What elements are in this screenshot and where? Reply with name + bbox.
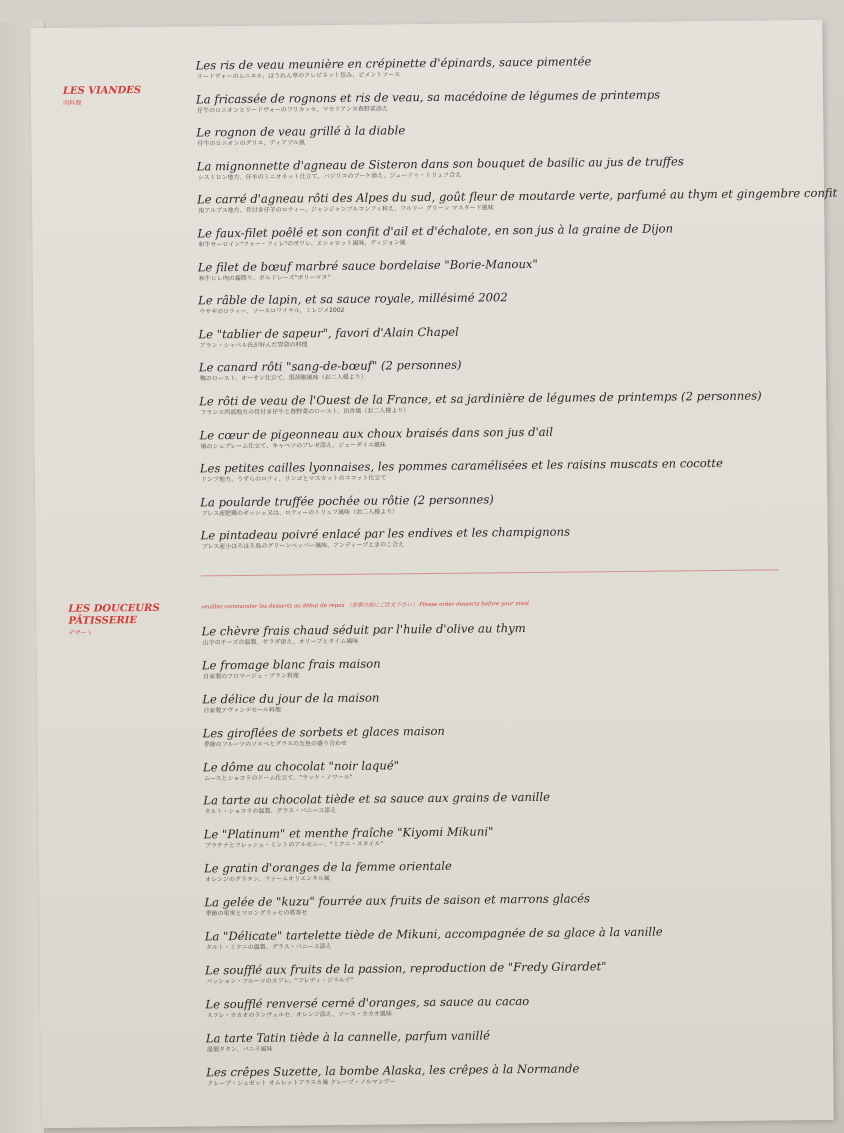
- section-divider: [201, 569, 779, 576]
- menu-item-translation: 自家製アヴァンデセール料理: [203, 706, 281, 715]
- dessert-order-note: veuillez commander les desserts au début de repas （食事の前にご注文下さい） Please order desserts before your meal: [201, 600, 529, 611]
- menu-item-translation: クレープ・ノルマンデー: [330, 1078, 396, 1087]
- menu-item-name: Les petites cailles lyonnaises, les pommes caramélisées et les raisins muscats en cocotte: [199, 456, 723, 476]
- menu-item-name: Le "Platinum" et menthe fraîche "Kiyomi Mikuni": [203, 824, 494, 842]
- menu-item-name: La fricassée de rognons et ris de veau, sa macédoine de légumes de printemps: [195, 87, 661, 107]
- menu-item-translation: 季節の果実とマロングラッセの葛寄せ: [205, 909, 308, 918]
- menu-item-name: Le filet de bœuf marbré sauce bordelaise "Borie-Manoux": [197, 256, 538, 274]
- menu-item-translation: 南アルプス地方、骨付き仔羊のロティー、ジャンジャンブルコンフィ和え、フルリー グリーン マスタード風味: [198, 204, 494, 215]
- menu-item-translation: タルト・ミクニの温製、グラス・バニーユ添え: [205, 943, 332, 952]
- viandes-title-jp: 肉料理: [63, 99, 82, 107]
- menu-item-name: La gelée de "kuzu" fourrée aux fruits de saison et marrons glacés: [204, 891, 590, 910]
- menu-item-name: Les ris de veau meunière en crépinette d'épinards, sauce pimentée: [195, 54, 592, 73]
- menu-item-name: Le pintadeau poivré enlacé par les endives et les champignons: [200, 524, 571, 543]
- menu-item-translation: 和牛ヒレ肉の霜降り、ボルドレーズ"ボリーマヌ": [198, 273, 331, 282]
- menu-item-name: Le cœur de pigeonneau aux choux braisés dans son jus d'ail: [199, 424, 554, 442]
- last-dessert-item: [206, 1059, 806, 1088]
- menu-item-translation: フランス西部地方の骨付き仔牛と春野菜のロースト、田舎風（お二人様より）: [200, 407, 410, 417]
- menu-item-translation: ブレス産小ほろほろ鳥のグリーンペッパー風味、アンディーブときのこ合え: [201, 541, 405, 551]
- menu-item-translation: 鳩のシュプレーム仕立て、キャベツのブレゼ添え、ジューダイユ風味: [200, 441, 386, 450]
- menu-item-translation: スフレ・カカオのランヴェルセ、オレンジ添え、ソース・カカオ風味: [206, 1010, 392, 1020]
- douceurs-title-line1: LES DOUCEURS: [68, 602, 160, 615]
- menu-item-name: Le fromage blanc frais maison: [201, 656, 381, 673]
- menu-item-name: Les giroflées de sorbets et glaces maison: [202, 723, 445, 741]
- menu-item-name: Le "tablier de sapeur", favori d'Alain Chapel: [198, 324, 459, 342]
- douceurs-list: [202, 618, 807, 1065]
- menu-item-translation: ムースとショコラのドーム仕立て、"ラッケ・ノワール": [204, 773, 353, 782]
- menu-item-translation: アラン・シャペル氏が好んだ胃袋の料理: [199, 341, 308, 350]
- menu-item-translation: 温製タタン、バニラ風味: [206, 1045, 273, 1054]
- menu-item-name: Le soufflé renversé cerné d'oranges, sa sauce au cacao: [205, 993, 530, 1012]
- menu-item-translation: ドンブ地方、うずらのロティ、リンゴとマスカットのココット仕立て: [200, 474, 387, 484]
- menu-item-translation: プラチナとフレッシュ・ミントのアルモニー、"ミクニ・スタイル": [204, 840, 384, 850]
- menu-item-name: Le canard rôti "sang-de-bœuf" (2 personnes): [198, 358, 462, 375]
- menu-item-name: Le rôti de veau de l'Ouest de la France, et sa jardinière de légumes de printemps (2 personnes): [199, 388, 762, 409]
- menu-item-name: Le rognon de veau grillé à la diable: [196, 123, 406, 140]
- menu-item-translation: クレープ・シュゼット: [207, 1079, 267, 1088]
- menu-item-name: La poularde truffée pochée ou rôtie (2 personnes): [200, 492, 494, 510]
- menu-item-translation: 仔牛のロニオンのグリエ、ディアブル風: [197, 139, 305, 148]
- menu-item-translation: タルト・ショコラの温製、グラス・バニーユ添え: [204, 807, 337, 816]
- menu-item-name: Le soufflé aux fruits de la passion, reproduction de "Fredy Girardet": [205, 959, 607, 978]
- douceurs-title-jp: デザート: [68, 629, 93, 637]
- menu-item-translation: ウサギのロティー、ソースロワイヤル、ミレジメ2002: [199, 307, 345, 316]
- viandes-title: LES VIANDES: [62, 85, 142, 97]
- menu-item-name: La "Délicate" tartelette tiède de Mikuni, accompagnée de sa glace à la vanille: [204, 924, 663, 944]
- menu-item-name: Le gratin d'oranges de la femme orientale: [203, 859, 452, 876]
- menu-item-name: La tarte au chocolat tiède et sa sauce aux grains de vanille: [203, 790, 550, 808]
- menu-item-name: Le dôme au chocolat "noir laqué": [202, 757, 400, 774]
- menu-item: [206, 1025, 806, 1065]
- section-title-viandes: [63, 85, 141, 110]
- menu-item-name: Le faux-filet poêlé et son confit d'ail et d'échalote, en son jus à la graine de Dijon: [197, 221, 674, 241]
- menu-item-name: Le carré d'agneau rôti des Alpes du sud, goût fleur de moutarde verte, parfumé au thym et gingembre confit: [196, 186, 838, 207]
- menu-item-translation: 季節のフルーツのソルベとグラスの五色の盛り合わせ: [203, 739, 348, 749]
- menu-item-translation: 仔牛のロニオンとリードヴォーのフリカッセ、マセドアンヌ春野菜添え: [197, 105, 388, 115]
- menu-item: [201, 522, 801, 562]
- menu-item-translation: 自家製のフロマージュ・ブラン料理: [203, 672, 299, 681]
- section-title-douceurs: [68, 603, 160, 640]
- menu-item-name: Le râble de lapin, et sa sauce royale, millésimé 2002: [198, 290, 508, 308]
- menu-item-name: La mignonnette d'agneau de Sisteron dans son bouquet de basilic au jus de truffes: [196, 154, 684, 174]
- menu-item-translation: リードヴォーのムニエル、ほうれん草のクレピネット包み、ピメントソース: [196, 71, 401, 81]
- menu-item-name: La tarte Tatin tiède à la cannelle, parfum vanillé: [205, 1028, 490, 1046]
- menu-item-translation: オムレットアラスカ風: [268, 1079, 329, 1087]
- viandes-list: [195, 52, 838, 562]
- menu-item-translation: パッション・フルーツのスフレ、"フレディ・ジラルデ": [206, 976, 354, 986]
- douceurs-title-line2: PÂTISSERIE: [68, 615, 138, 627]
- menu-item-name: Le chèvre frais chaud séduit par l'huile d'olive au thym: [201, 621, 526, 639]
- menu-item-translation: 鴨のロースト、オーサン仕立て、黒胡椒風味（お二人様より）: [199, 374, 367, 383]
- menu-item-translation: オレンジのグラタン、ファームオリエンタル風: [205, 875, 330, 884]
- menu-item-translation: ブレス産肥鶏のポッシェ又は、ロティーのトリュフ風味（お二人様より）: [201, 508, 399, 518]
- menu-item-translation: 和牛サーロイン"フォー・フィレ"のポワレ、エシャロット風味、ディジョン風: [198, 239, 406, 249]
- menu-page: [30, 20, 838, 1128]
- menu-item-name: Les crêpes Suzette, la bombe Alaska, les crêpes à la Normande: [206, 1061, 580, 1080]
- menu-item-name: Le délice du jour de la maison: [202, 690, 380, 707]
- menu-item-translation: シストロン地方、仔羊のミニオネット仕立て、バジリコのブーケ添え、ジュードゥ・トリュフ合え: [197, 171, 462, 182]
- menu-item-translation: 山羊のチーズの温製、サラダ添え、オリーブとタイム風味: [202, 637, 359, 647]
